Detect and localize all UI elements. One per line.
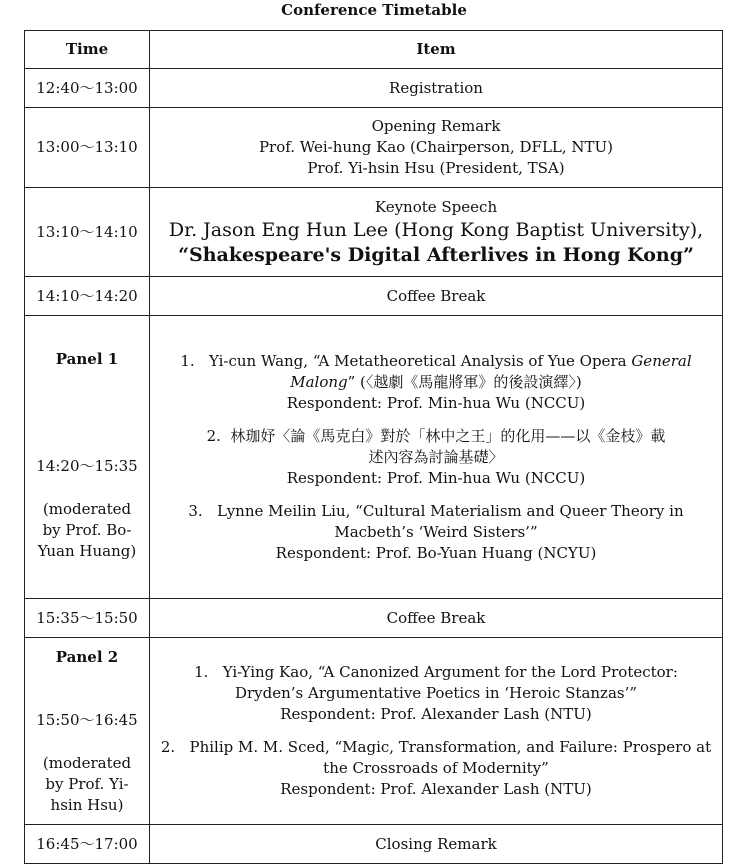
paper-entry <box>150 501 722 564</box>
opening-speaker: Prof. Wei-hung Kao (Chairperson, DFLL, NTU) <box>258 138 614 156</box>
item-cell <box>150 108 723 188</box>
item-cell <box>150 188 723 277</box>
paper-number: 2. <box>160 738 176 756</box>
paper-title-line <box>150 737 722 758</box>
time-cell: 15:35～15:50 <box>25 599 150 638</box>
time-cell: 13:00～13:10 <box>25 108 150 188</box>
table-row <box>25 599 723 638</box>
opening-remark-label: Opening Remark <box>371 117 501 135</box>
panel-1-papers <box>150 316 723 599</box>
paper-title-part: Lynne Meilin Liu, “Cultural Materialism and Queer Theory in <box>217 501 684 520</box>
table-row <box>25 277 723 316</box>
time-cell: 14:10～14:20 <box>25 277 150 316</box>
paper-respondent: Respondent: Prof. Alexander Lash (NTU) <box>280 705 592 723</box>
paper-number: 1. <box>194 663 209 681</box>
table-header-row <box>25 31 723 69</box>
item-cell: Closing Remark <box>150 825 723 864</box>
opening-speaker: Prof. Yi-hsin Hsu (President, TSA) <box>307 159 565 177</box>
moderator-line: by Prof. Yi- <box>45 775 129 793</box>
panel-1-row <box>25 316 723 599</box>
moderator-line: hsin Hsu) <box>50 796 124 814</box>
panel-2-name: Panel 2 <box>55 648 119 666</box>
paper-title-line <box>150 351 722 372</box>
timetable <box>24 30 723 864</box>
paper-title-part: Yi-Ying Kao, “A Canonized Argument for the Lord Protector: <box>222 663 678 681</box>
paper-title-italic: Malong <box>290 372 348 391</box>
paper-title-line <box>150 372 722 393</box>
paper-title-part: Yi-cun Wang, “A Metatheoretical Analysis of Yue Opera <box>208 351 632 370</box>
panel-2-time: 15:50～16:45 <box>36 711 138 729</box>
paper-title-part: ” (〈越劇《馬龍將軍》的後設演繹〉) <box>347 372 582 391</box>
time-cell: 12:40～13:00 <box>25 69 150 108</box>
paper-title-line <box>150 426 722 447</box>
time-cell: 16:45～17:00 <box>25 825 150 864</box>
paper-entry <box>150 737 722 800</box>
paper-title-line: Dryden’s Argumentative Poetics in ‘Heroic Stanzas’” <box>234 684 638 702</box>
paper-number: 2. <box>206 426 221 445</box>
time-column-header: Time <box>25 31 150 69</box>
paper-entry <box>150 426 722 489</box>
paper-title-line <box>150 662 722 683</box>
panel-2-moderator <box>25 753 149 816</box>
keynote-talk-title: “Shakespeare's Digital Afterlives in Hong Kong” <box>178 243 694 266</box>
table-row <box>25 108 723 188</box>
paper-entry <box>150 662 722 725</box>
paper-title-line: the Crossroads of Modernity” <box>323 759 549 777</box>
panel-1-name: Panel 1 <box>55 350 119 368</box>
item-column-header: Item <box>150 31 723 69</box>
panel-2-row <box>25 638 723 825</box>
paper-title-line: 述內容為討論基礎〉 <box>368 447 504 466</box>
item-cell: Coffee Break <box>150 599 723 638</box>
paper-number: 1. <box>180 351 195 370</box>
moderator-line: by Prof. Bo- <box>42 521 132 539</box>
panel-2-time-cell <box>25 638 150 825</box>
moderator-line: Yuan Huang) <box>37 542 137 560</box>
paper-title-italic: General <box>631 351 692 370</box>
paper-title-part: 林珈妤〈論《馬克白》對於「林中之王」的化用——以《金枝》載 <box>230 426 666 445</box>
paper-respondent: Respondent: Prof. Bo-Yuan Huang (NCYU) <box>275 543 597 562</box>
paper-title-part: Philip M. M. Sced, “Magic, Transformation, and Failure: Prospero at <box>189 738 712 756</box>
moderator-line: (moderated <box>42 754 132 772</box>
item-cell: Registration <box>150 69 723 108</box>
page-title: Conference Timetable <box>281 1 467 19</box>
moderator-line: (moderated <box>42 500 132 518</box>
table-row <box>25 188 723 277</box>
paper-entry <box>150 351 722 414</box>
paper-title-line <box>150 501 722 522</box>
keynote-label: Keynote Speech <box>374 197 498 216</box>
paper-number: 3. <box>188 501 203 520</box>
keynote-speaker: Dr. Jason Eng Hun Lee (Hong Kong Baptist University), <box>168 218 704 241</box>
paper-respondent: Respondent: Prof. Alexander Lash (NTU) <box>280 780 592 798</box>
panel-1-time-cell <box>25 316 150 599</box>
time-cell: 13:10～14:10 <box>25 188 150 277</box>
panel-1-moderator <box>25 499 149 562</box>
panel-1-time: 14:20～15:35 <box>36 457 138 475</box>
table-row <box>25 825 723 864</box>
paper-title-line: Macbeth’s ‘Weird Sisters’” <box>334 522 538 541</box>
paper-respondent: Respondent: Prof. Min-hua Wu (NCCU) <box>286 468 586 487</box>
panel-2-papers <box>150 638 723 825</box>
table-row <box>25 69 723 108</box>
paper-respondent: Respondent: Prof. Min-hua Wu (NCCU) <box>286 393 586 412</box>
item-cell: Coffee Break <box>150 277 723 316</box>
